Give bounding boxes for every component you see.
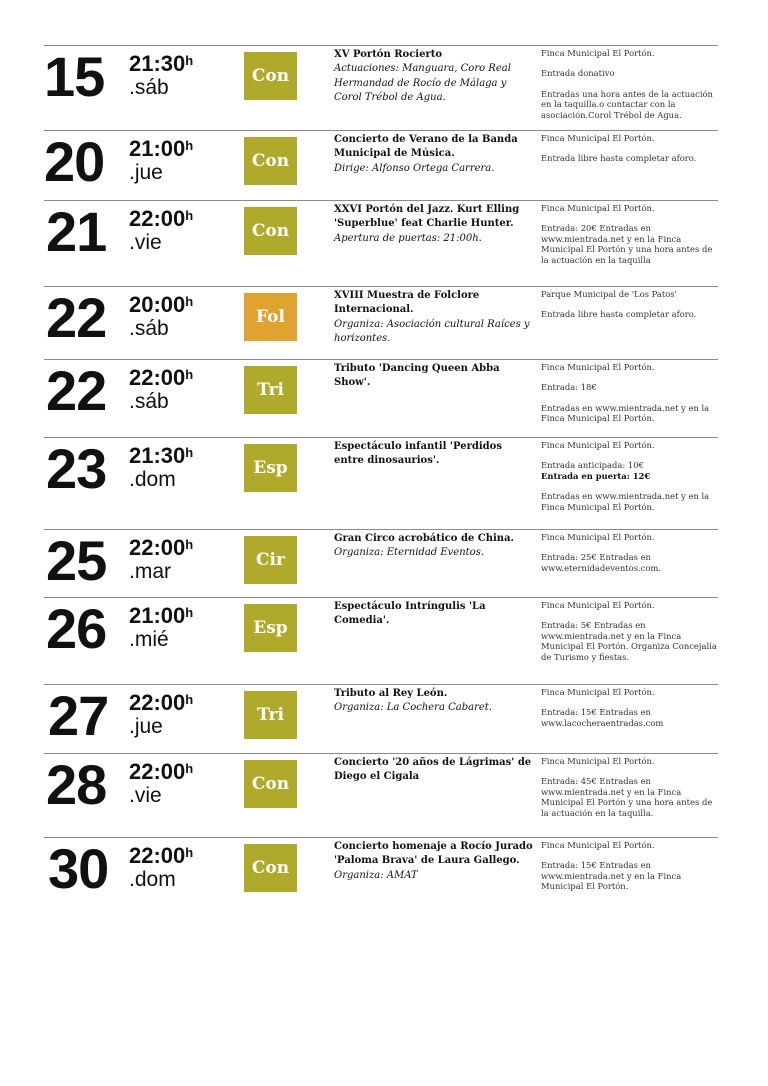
event-weekday: .dom — [129, 468, 176, 491]
event-info-line: Entradas en www.mientrada.net y en la Finca Municipal El Portón. — [541, 491, 710, 512]
event-title: Concierto homenaje a Rocío Jurado 'Paloma Brava' de Laura Gallego. — [334, 841, 533, 867]
event-time-value: 22:00 — [129, 206, 186, 231]
event-weekday: .sáb — [129, 317, 169, 340]
event-time-unit: h — [185, 138, 194, 153]
event-info — [541, 687, 721, 738]
event-time-value: 22:00 — [129, 843, 186, 868]
category-badge: Con — [244, 760, 297, 808]
event-info-line: Entradas una hora antes de la actuación en la taquilla.o contactar con la asociación.Corol Trébol de Agua. — [541, 88, 713, 120]
event-weekday: .jue — [129, 161, 163, 184]
event-time-value: 22:00 — [129, 759, 186, 784]
event-time-unit: h — [185, 53, 194, 68]
event-weekday: .vie — [129, 231, 162, 254]
event-row — [44, 359, 718, 438]
event-description — [334, 440, 534, 469]
event-weekday: .sáb — [129, 390, 169, 413]
event-row — [44, 437, 718, 530]
event-time-unit: h — [185, 761, 194, 776]
category-badge: Cir — [244, 536, 297, 584]
event-info-line: Entrada libre hasta completar aforo. — [541, 153, 697, 164]
event-weekday: .mar — [129, 560, 171, 583]
event-time — [129, 691, 193, 715]
event-description — [334, 362, 534, 391]
event-time-value: 21:00 — [129, 136, 186, 161]
event-time — [129, 604, 193, 628]
event-info — [541, 133, 721, 174]
event-description — [334, 203, 534, 246]
event-time-unit: h — [185, 605, 194, 620]
event-row — [44, 837, 718, 918]
event-row — [44, 529, 718, 598]
event-row — [44, 286, 718, 360]
event-description — [334, 756, 534, 785]
event-info-line: Finca Municipal El Portón. — [541, 362, 655, 372]
event-info-line: Entrada anticipada: 10€ — [541, 460, 644, 471]
event-time-unit: h — [185, 294, 194, 309]
event-day: 15 — [44, 45, 105, 108]
event-info — [541, 440, 721, 522]
event-time-value: 22:00 — [129, 535, 186, 560]
event-title: Gran Circo acrobático de China. — [334, 533, 515, 544]
event-subtitle: Organiza: AMAT — [334, 869, 418, 881]
event-row — [44, 45, 718, 131]
event-info-line: Entrada donativo — [541, 68, 615, 79]
event-description — [334, 133, 534, 176]
event-title: Concierto '20 años de Lágrimas' de Diego el Cigala — [334, 757, 532, 783]
event-time — [129, 444, 193, 468]
event-info-line: Finca Municipal El Portón. — [541, 48, 655, 58]
event-row — [44, 684, 718, 754]
event-title: Concierto de Verano de la Banda Municipal de Música. — [334, 134, 518, 160]
event-description — [334, 687, 534, 716]
event-time — [129, 207, 193, 231]
event-day: 27 — [48, 684, 109, 747]
event-weekday: .mié — [129, 628, 169, 651]
category-badge: Con — [244, 137, 297, 185]
event-info-line: Entrada: 20€ Entradas en www.mientrada.net y en la Finca Municipal El Portón y una hora antes de la actuación en la taquilla — [541, 223, 713, 265]
event-title: XXVI Portón del Jazz. Kurt Elling 'Superblue' feat Charlie Hunter. — [334, 204, 520, 230]
event-time-unit: h — [185, 845, 194, 860]
event-row — [44, 200, 718, 287]
event-weekday: .vie — [129, 784, 162, 807]
event-info-line: Finca Municipal El Portón. — [541, 687, 655, 697]
event-day: 22 — [46, 359, 107, 422]
event-info-line: Entrada libre hasta completar aforo. — [541, 309, 697, 320]
event-info-line: Entrada: 15€ Entradas en www.mientrada.net y en la Finca Municipal El Portón. — [541, 860, 682, 892]
event-weekday: .dom — [129, 868, 176, 891]
category-badge: Tri — [244, 366, 297, 414]
event-day: 20 — [44, 130, 105, 193]
event-info — [541, 362, 721, 434]
event-info-line: Entrada: 5€ Entradas en www.mientrada.net y en la Finca Municipal El Portón. Organiza Concejalía de Turismo y fiestas. — [541, 620, 717, 662]
event-time-value: 21:00 — [129, 603, 186, 628]
event-info-line: Finca Municipal El Portón. — [541, 756, 655, 766]
event-info-line: Parque Municipal de 'Los Patos' — [541, 289, 677, 299]
event-description — [334, 600, 534, 629]
event-info-line: Entrada: 18€ — [541, 382, 597, 393]
category-badge: Esp — [244, 604, 297, 652]
event-time-unit: h — [185, 208, 194, 223]
category-badge: Con — [244, 207, 297, 255]
event-time — [129, 536, 193, 560]
event-day: 25 — [46, 529, 107, 592]
event-info — [541, 600, 721, 672]
event-info-line: Entrada: 15€ Entradas en www.lacocheraentradas.com — [541, 707, 664, 728]
event-info-line: Finca Municipal El Portón. — [541, 600, 655, 610]
category-badge: Tri — [244, 691, 297, 739]
event-weekday: .jue — [129, 715, 163, 738]
event-row — [44, 753, 718, 838]
event-row — [44, 130, 718, 201]
event-time-value: 20:00 — [129, 292, 186, 317]
event-title: Tributo al Rey León. — [334, 688, 448, 699]
category-badge: Esp — [244, 444, 297, 492]
event-info — [541, 289, 721, 330]
event-subtitle: Organiza: La Cochera Cabaret. — [334, 702, 492, 714]
event-info — [541, 48, 721, 130]
event-subtitle: Organiza: Asociación cultural Raíces y horizontes. — [334, 318, 530, 345]
event-title: XV Portón Rocierto — [334, 49, 443, 60]
event-day: 26 — [46, 597, 107, 660]
event-time — [129, 366, 193, 390]
event-time — [129, 137, 193, 161]
event-title: XVIII Muestra de Folclore Internacional. — [334, 290, 480, 316]
event-info-line: Finca Municipal El Portón. — [541, 440, 655, 450]
event-time-unit: h — [185, 537, 194, 552]
event-day: 30 — [48, 837, 109, 900]
category-badge: Fol — [244, 293, 297, 341]
event-time-value: 22:00 — [129, 365, 186, 390]
event-day: 21 — [46, 200, 107, 263]
event-description — [334, 532, 534, 561]
event-info-line: Entrada en puerta: 12€ — [541, 470, 651, 481]
event-subtitle: Organiza: Eternidad Eventos. — [334, 547, 485, 559]
event-day: 23 — [46, 437, 107, 500]
event-info-line: Entradas en www.mientrada.net y en la Finca Municipal El Portón. — [541, 402, 710, 424]
event-weekday: .sáb — [129, 76, 169, 99]
event-title: Espectáculo infantil 'Perdidos entre dinosaurios'. — [334, 441, 502, 467]
event-description — [334, 289, 534, 347]
event-info — [541, 756, 721, 828]
event-day: 22 — [46, 286, 107, 349]
event-description — [334, 48, 534, 106]
event-info-line: Entrada: 45€ Entradas en www.mientrada.net y en la Finca Municipal El Portón y una hora antes de la actuación en la taquilla. — [541, 776, 713, 818]
event-title: Tributo 'Dancing Queen Abba Show'. — [334, 363, 500, 389]
event-subtitle: Dirige: Alfonso Ortega Carrera. — [334, 162, 495, 174]
event-time-value: 21:30 — [129, 443, 186, 468]
event-day: 28 — [46, 753, 107, 816]
event-time-unit: h — [185, 445, 194, 460]
event-info — [541, 840, 721, 902]
event-title: Espectáculo Intríngulis 'La Comedia'. — [334, 601, 486, 627]
event-info-line: Finca Municipal El Portón. — [541, 203, 655, 213]
event-time — [129, 844, 193, 868]
event-time — [129, 293, 193, 317]
event-time-unit: h — [185, 692, 194, 707]
event-info-line: Finca Municipal El Portón. — [541, 133, 655, 143]
event-time — [129, 52, 193, 76]
event-time-value: 22:00 — [129, 690, 186, 715]
event-subtitle: Apertura de puertas: 21:00h. — [334, 232, 482, 244]
event-info-line: Entrada: 25€ Entradas en www.eternidadeventos.com. — [541, 552, 661, 573]
event-time-unit: h — [185, 367, 194, 382]
event-row — [44, 597, 718, 685]
event-info-line: Finca Municipal El Portón. — [541, 532, 655, 542]
event-subtitle: Actuaciones: Manguara, Coro Real Hermandad de Rocío de Málaga y Corol Trébol de Agua. — [334, 63, 511, 104]
event-info-line: Finca Municipal El Portón. — [541, 840, 655, 850]
event-time — [129, 760, 193, 784]
event-description — [334, 840, 534, 883]
event-info — [541, 532, 721, 583]
event-time-value: 21:30 — [129, 51, 186, 76]
category-badge: Con — [244, 52, 297, 100]
event-info — [541, 203, 721, 275]
category-badge: Con — [244, 844, 297, 892]
